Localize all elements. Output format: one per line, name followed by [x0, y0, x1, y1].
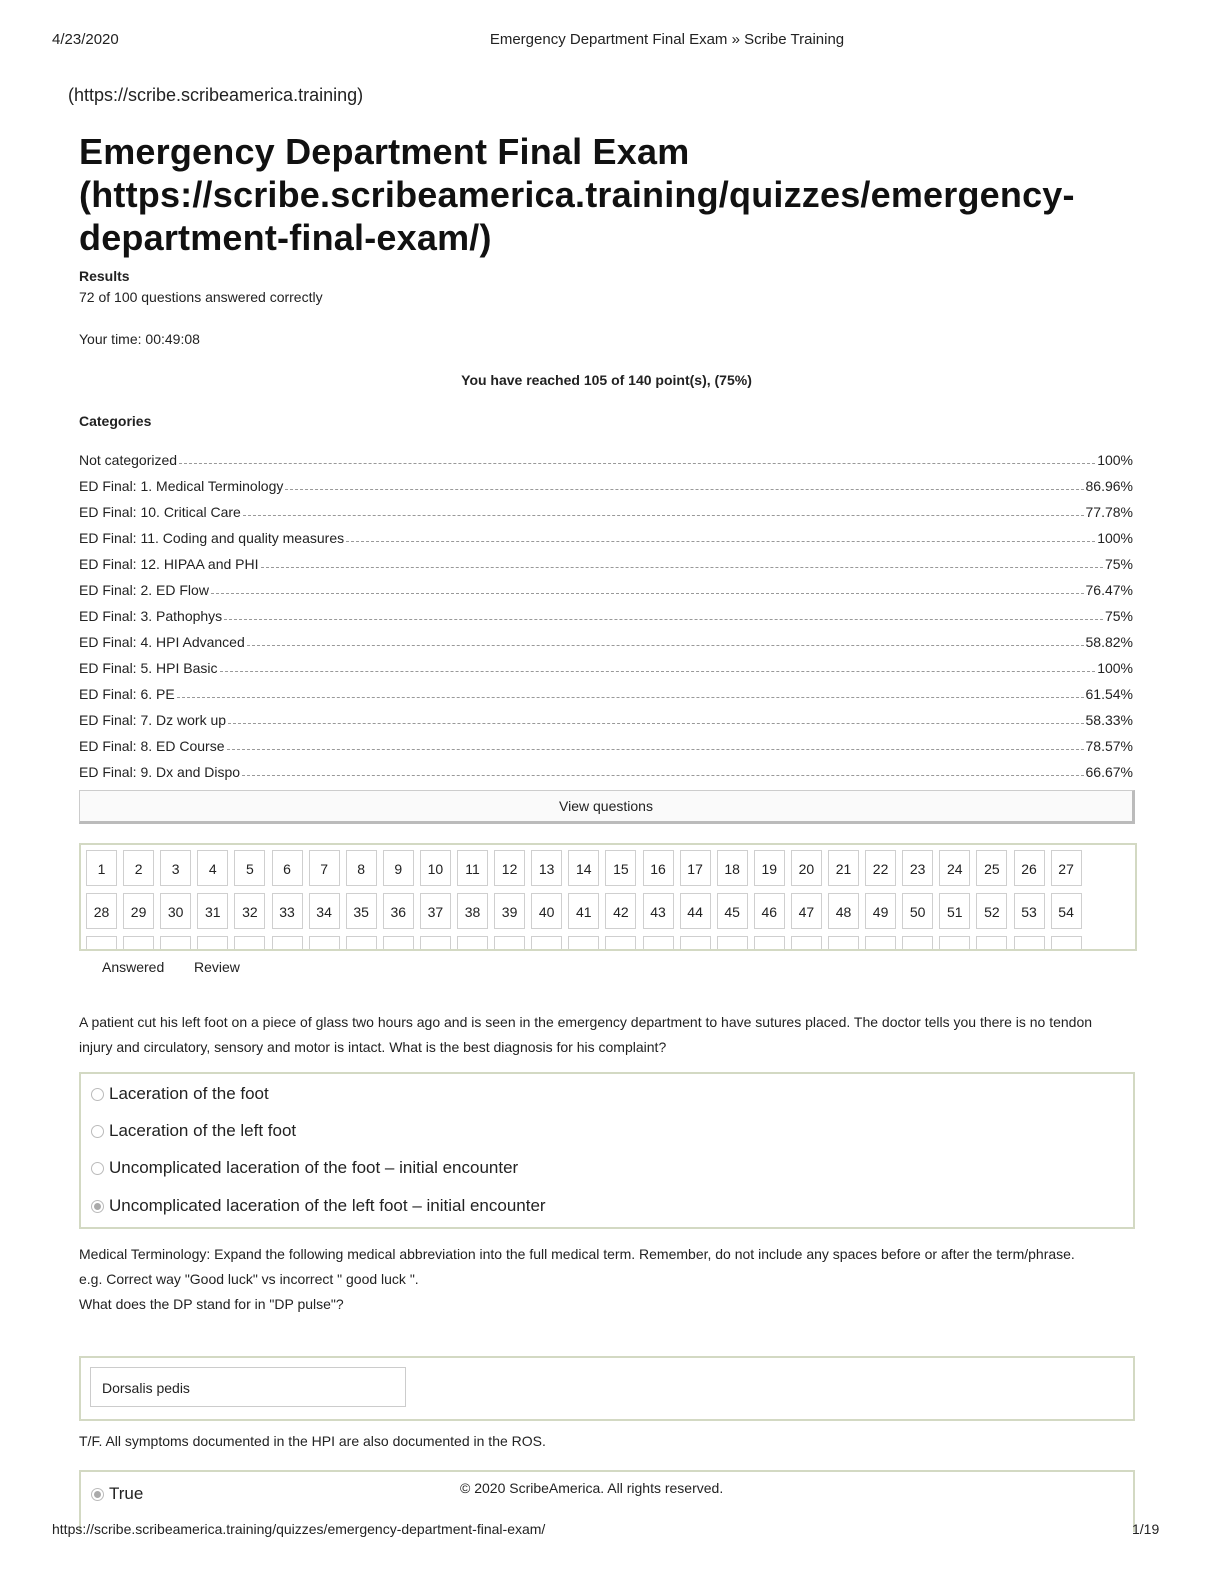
- category-leader-line: [242, 775, 1083, 776]
- category-leader-line: [224, 619, 1103, 620]
- question-number-button[interactable]: 51: [939, 893, 970, 929]
- question-number-button[interactable]: [86, 936, 117, 951]
- category-percentage: 100%: [1097, 452, 1133, 468]
- question-number-button[interactable]: 9: [383, 850, 414, 886]
- category-percentage: 75%: [1104, 556, 1133, 572]
- question-number-button[interactable]: 42: [605, 893, 636, 929]
- question-number-button[interactable]: [272, 936, 303, 951]
- category-percentage: 76.47%: [1085, 582, 1133, 598]
- category-percentage: 58.82%: [1085, 634, 1133, 650]
- category-name: ED Final: 7. Dz work up: [79, 712, 227, 728]
- question-number-button[interactable]: [828, 936, 859, 951]
- category-leader-line: [285, 489, 1083, 490]
- category-percentage: 100%: [1097, 660, 1133, 676]
- question-number-button[interactable]: [531, 936, 562, 951]
- question-number-button[interactable]: 24: [939, 850, 970, 886]
- question-2-instructions: Medical Terminology: Expand the following medical abbreviation into the full medical term. Remember, do not include any spaces before or after the term/phrase.: [79, 1246, 1075, 1262]
- question-number-button[interactable]: 46: [754, 893, 785, 929]
- category-name: ED Final: 6. PE: [79, 686, 175, 702]
- question-number-button[interactable]: [160, 936, 191, 951]
- category-name: ED Final: 11. Coding and quality measures: [79, 530, 345, 546]
- question-number-button[interactable]: 3: [160, 850, 191, 886]
- question-number-button[interactable]: 47: [791, 893, 822, 929]
- question-number-button[interactable]: 35: [346, 893, 377, 929]
- category-row: [79, 624, 1133, 650]
- question-number-button[interactable]: 27: [1051, 850, 1082, 886]
- category-name: ED Final: 10. Critical Care: [79, 504, 241, 520]
- answer-option[interactable]: [91, 1196, 546, 1216]
- question-number-button[interactable]: 25: [976, 850, 1007, 886]
- question-number-button[interactable]: [346, 936, 377, 951]
- question-2-answers: [79, 1356, 1135, 1421]
- question-number-button[interactable]: [939, 936, 970, 951]
- question-number-button[interactable]: 29: [123, 893, 154, 929]
- question-1-text: A patient cut his left foot on a piece of glass two hours ago and is seen in the emergency department to have sutures placed. The doctor tells you there is no tendon injury and circulatory, sensory and motor is intact. What is the best diagnosis for his complaint?: [79, 1014, 1093, 1055]
- question-number-button[interactable]: 2: [123, 850, 154, 886]
- question-number-button[interactable]: 39: [494, 893, 525, 929]
- question-number-button[interactable]: [680, 936, 711, 951]
- radio-button-selected[interactable]: [91, 1200, 104, 1213]
- results-correct-text: 72 of 100 questions answered correctly: [79, 289, 323, 305]
- question-number-button[interactable]: 18: [717, 850, 748, 886]
- answer-option[interactable]: [91, 1484, 143, 1504]
- question-number-button[interactable]: 1: [86, 850, 117, 886]
- question-number-button[interactable]: 17: [680, 850, 711, 886]
- question-number-button[interactable]: 48: [828, 893, 859, 929]
- question-number-button[interactable]: [605, 936, 636, 951]
- print-title-text: Emergency Department Final Exam » Scribe Training: [489, 31, 845, 48]
- category-row: [79, 598, 1133, 624]
- question-number-button[interactable]: 15: [605, 850, 636, 886]
- results-time: Your time: 00:49:08: [79, 331, 200, 347]
- question-number-button[interactable]: [123, 936, 154, 951]
- question-number-button[interactable]: 11: [457, 850, 488, 886]
- print-page-number: 1/19: [1132, 1521, 1160, 1537]
- answer-text-field[interactable]: Dorsalis pedis: [90, 1367, 406, 1407]
- category-leader-line: [261, 567, 1103, 568]
- question-number-button[interactable]: 37: [420, 893, 451, 929]
- question-2-example: e.g. Correct way "Good luck" vs incorrect " good luck ".: [79, 1271, 419, 1287]
- question-number-button[interactable]: 38: [457, 893, 488, 929]
- answer-option[interactable]: [91, 1158, 518, 1178]
- question-number-button[interactable]: 34: [309, 893, 340, 929]
- category-name: ED Final: 5. HPI Basic: [79, 660, 218, 676]
- answer-option-label: Laceration of the foot: [109, 1084, 269, 1103]
- radio-button[interactable]: [91, 1125, 104, 1138]
- copyright-text: © 2020 ScribeAmerica. All rights reserved.: [460, 1480, 724, 1496]
- question-number-button[interactable]: [902, 936, 933, 951]
- question-number-button[interactable]: 5: [234, 850, 265, 886]
- question-number-button[interactable]: 53: [1014, 893, 1045, 929]
- question-number-button[interactable]: 49: [865, 893, 896, 929]
- question-number-button[interactable]: 30: [160, 893, 191, 929]
- question-number-button[interactable]: 40: [531, 893, 562, 929]
- question-1-answers: [79, 1072, 1135, 1229]
- question-number-button[interactable]: [865, 936, 896, 951]
- category-percentage: 78.57%: [1085, 738, 1133, 754]
- question-number-button[interactable]: [457, 936, 488, 951]
- answer-option-label: Uncomplicated laceration of the foot – initial encounter: [109, 1158, 519, 1177]
- category-row: [79, 442, 1133, 468]
- answer-option[interactable]: [91, 1084, 269, 1104]
- category-leader-line: [243, 515, 1084, 516]
- results-label: Results: [79, 268, 130, 284]
- category-row: [79, 520, 1133, 546]
- categories-list: [79, 442, 1133, 780]
- question-2-prompt: What does the DP stand for in "DP pulse"?: [79, 1296, 344, 1312]
- answer-option[interactable]: [91, 1121, 296, 1141]
- category-name: ED Final: 3. Pathophys: [79, 608, 223, 624]
- question-number-button[interactable]: 26: [1014, 850, 1045, 886]
- question-number-button[interactable]: 41: [568, 893, 599, 929]
- question-number-button[interactable]: 45: [717, 893, 748, 929]
- radio-button[interactable]: [91, 1088, 104, 1101]
- question-number-button[interactable]: [643, 936, 674, 951]
- category-row: [79, 702, 1133, 728]
- category-leader-line: [179, 463, 1095, 464]
- question-number-button[interactable]: [494, 936, 525, 951]
- question-number-button[interactable]: 43: [643, 893, 674, 929]
- category-percentage: 58.33%: [1085, 712, 1133, 728]
- category-row: [79, 468, 1133, 494]
- category-leader-line: [247, 645, 1084, 646]
- category-percentage: 66.67%: [1085, 764, 1133, 780]
- category-leader-line: [220, 671, 1096, 672]
- question-number-button[interactable]: 6: [272, 850, 303, 886]
- category-row: [79, 754, 1133, 780]
- category-name: ED Final: 9. Dx and Dispo: [79, 764, 241, 780]
- print-header: [0, 31, 1224, 51]
- category-row: [79, 494, 1133, 520]
- category-row: [79, 546, 1133, 572]
- view-questions-button[interactable]: View questions: [79, 790, 1135, 824]
- category-row: [79, 676, 1133, 702]
- question-number-button[interactable]: [1014, 936, 1045, 951]
- category-row: [79, 572, 1133, 598]
- category-leader-line: [228, 723, 1083, 724]
- question-number-button[interactable]: 10: [420, 850, 451, 886]
- question-number-button[interactable]: [420, 936, 451, 951]
- question-number-button[interactable]: 16: [643, 850, 674, 886]
- category-name: Not categorized: [79, 452, 178, 468]
- question-number-button[interactable]: 36: [383, 893, 414, 929]
- question-number-button[interactable]: 13: [531, 850, 562, 886]
- question-number-button[interactable]: [568, 936, 599, 951]
- question-number-button[interactable]: [791, 936, 822, 951]
- category-name: ED Final: 8. ED Course: [79, 738, 225, 754]
- category-percentage: 100%: [1097, 530, 1133, 546]
- answer-option-label: Laceration of the left foot: [109, 1121, 297, 1140]
- category-name: ED Final: 2. ED Flow: [79, 582, 209, 598]
- question-number-button[interactable]: 4: [197, 850, 228, 886]
- question-number-button[interactable]: 12: [494, 850, 525, 886]
- category-percentage: 61.54%: [1085, 686, 1133, 702]
- question-overview-grid: [79, 843, 1137, 951]
- question-3-text: T/F. All symptoms documented in the HPI are also documented in the ROS.: [79, 1433, 546, 1449]
- question-number-button[interactable]: 31: [197, 893, 228, 929]
- question-number-button[interactable]: 44: [680, 893, 711, 929]
- category-row: [79, 650, 1133, 676]
- print-title: [0, 31, 1224, 48]
- category-percentage: 86.96%: [1085, 478, 1133, 494]
- question-number-button[interactable]: [976, 936, 1007, 951]
- question-number-button[interactable]: [234, 936, 265, 951]
- category-percentage: 77.78%: [1085, 504, 1133, 520]
- answer-option-label: True: [109, 1484, 144, 1503]
- question-2-text: [79, 1242, 1131, 1317]
- category-leader-line: [177, 697, 1084, 698]
- categories-label: Categories: [79, 413, 152, 429]
- question-number-button[interactable]: [717, 936, 748, 951]
- print-date: 4/23/2020: [52, 31, 119, 48]
- question-number-button[interactable]: [309, 936, 340, 951]
- question-number-button[interactable]: 28: [86, 893, 117, 929]
- legend-review: Review: [194, 959, 240, 975]
- question-number-button[interactable]: 21: [828, 850, 859, 886]
- question-number-button[interactable]: 19: [754, 850, 785, 886]
- site-home-link[interactable]: (https://scribe.scribeamerica.training): [68, 85, 364, 105]
- results-points: You have reached 105 of 140 point(s), (75%): [461, 372, 752, 388]
- question-number-button[interactable]: 22: [865, 850, 896, 886]
- question-number-button[interactable]: [197, 936, 228, 951]
- page-title[interactable]: Emergency Department Final Exam (https://scribe.scribeamerica.training/quizzes/emergency-department-final-exam/): [79, 131, 1075, 258]
- category-leader-line: [227, 749, 1084, 750]
- category-row: [79, 728, 1133, 754]
- question-number-button[interactable]: 14: [568, 850, 599, 886]
- question-number-button[interactable]: 8: [346, 850, 377, 886]
- question-number-button[interactable]: 32: [234, 893, 265, 929]
- question-number-button[interactable]: [1051, 936, 1082, 951]
- print-footer-url: https://scribe.scribeamerica.training/quizzes/emergency-department-final-exam/: [52, 1521, 546, 1537]
- question-number-button[interactable]: 20: [791, 850, 822, 886]
- category-percentage: 75%: [1104, 608, 1133, 624]
- answer-option-label: Uncomplicated laceration of the left foot – initial encounter: [109, 1196, 546, 1215]
- question-number-button[interactable]: 52: [976, 893, 1007, 929]
- category-name: ED Final: 1. Medical Terminology: [79, 478, 284, 494]
- category-leader-line: [211, 593, 1084, 594]
- category-leader-line: [346, 541, 1095, 542]
- radio-button[interactable]: [91, 1162, 104, 1175]
- question-number-button[interactable]: 50: [902, 893, 933, 929]
- category-name: ED Final: 4. HPI Advanced: [79, 634, 245, 650]
- question-number-button[interactable]: 7: [309, 850, 340, 886]
- question-number-button[interactable]: 33: [272, 893, 303, 929]
- radio-button-selected[interactable]: [91, 1488, 104, 1501]
- category-name: ED Final: 12. HIPAA and PHI: [79, 556, 259, 572]
- legend-answered: Answered: [102, 959, 165, 975]
- question-number-button[interactable]: 23: [902, 850, 933, 886]
- question-number-button[interactable]: 54: [1051, 893, 1082, 929]
- question-number-button[interactable]: [754, 936, 785, 951]
- question-number-button[interactable]: [383, 936, 414, 951]
